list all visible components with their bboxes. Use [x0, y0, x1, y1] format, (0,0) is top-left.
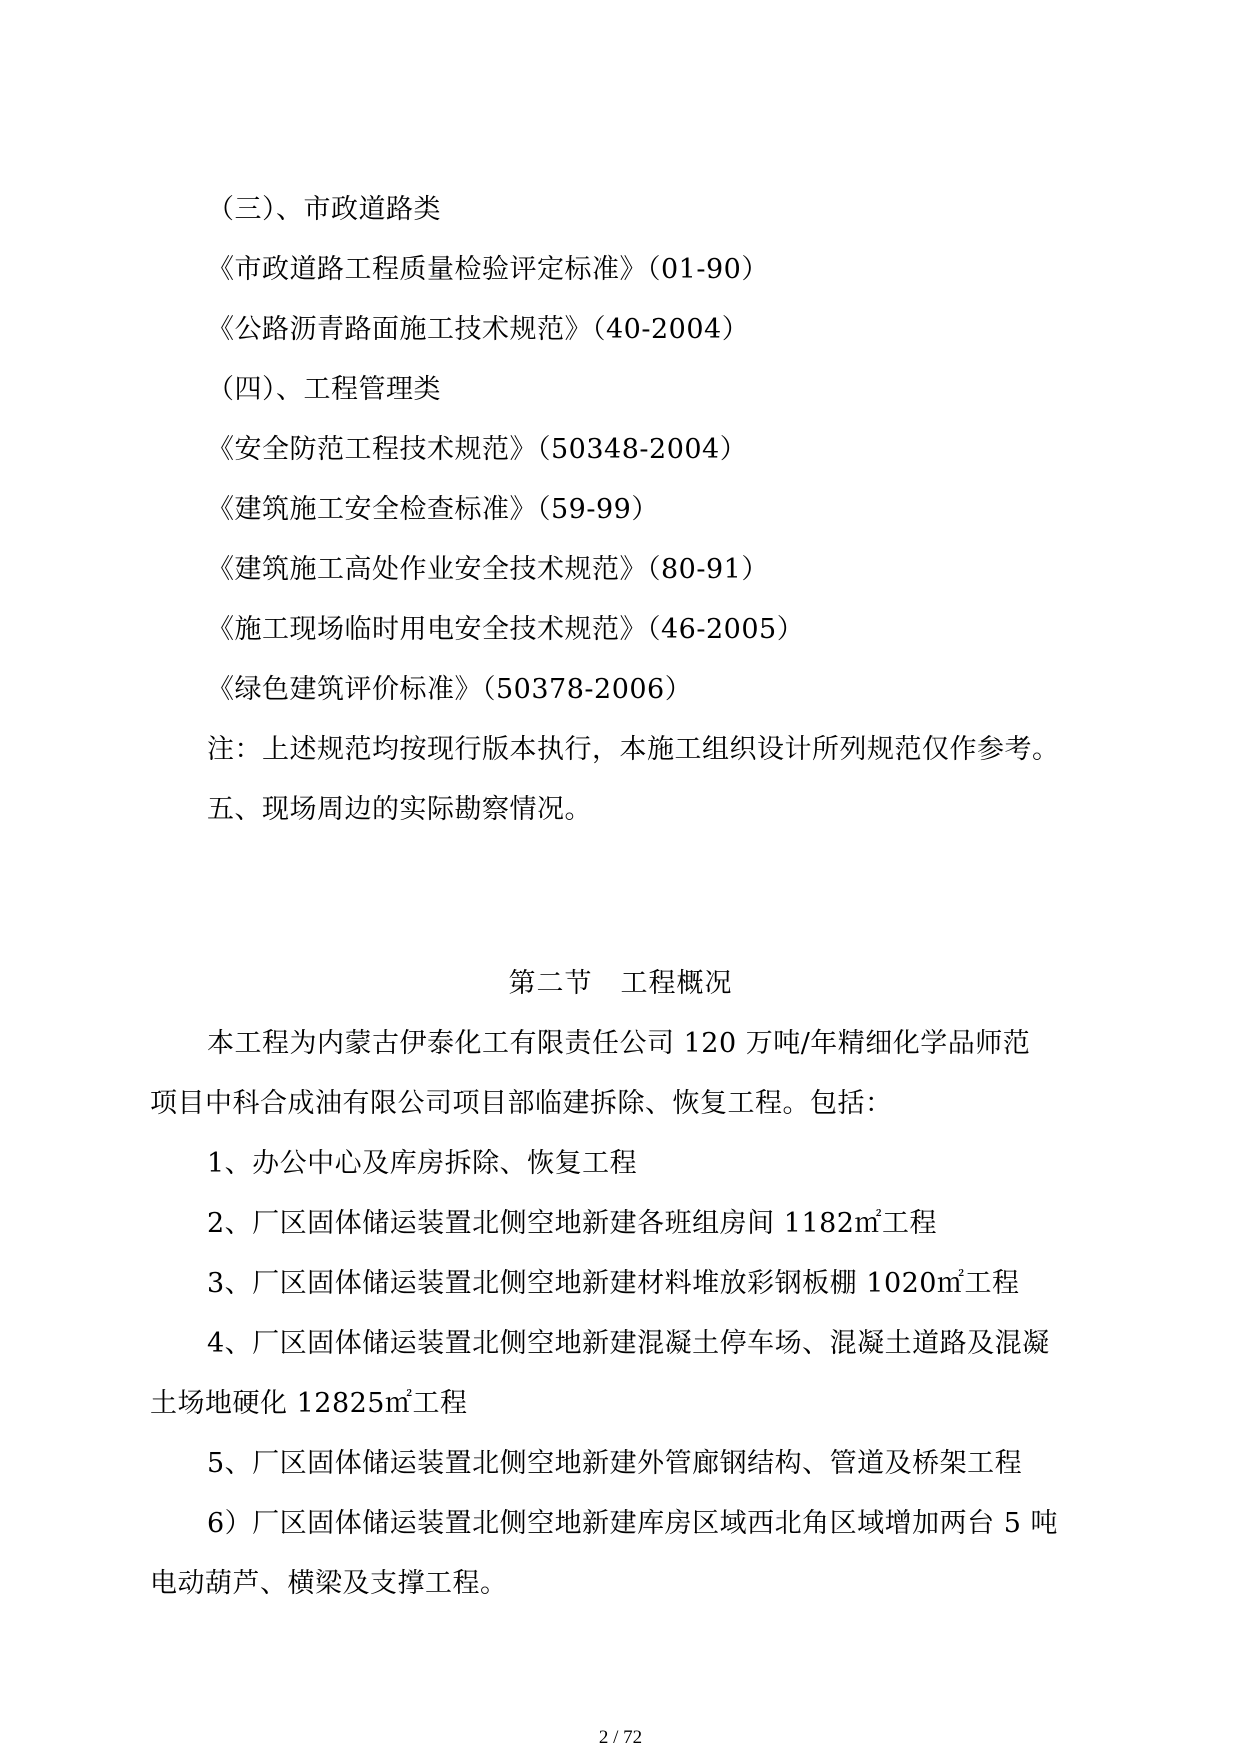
page-number: 2 / 72	[598, 1727, 643, 1748]
scope-item: 3、厂区固体储运装置北侧空地新建材料堆放彩钢板棚 1020㎡工程	[207, 1268, 1020, 1299]
body-paragraph: 本工程为内蒙古伊泰化工有限责任公司 120 万吨/年精细化学品师范	[207, 1028, 1031, 1059]
heading-site-survey: 五、现场周边的实际勘察情况。	[207, 794, 592, 825]
body-paragraph: 项目中科合成油有限公司项目部临建拆除、恢复工程。包括：	[150, 1088, 893, 1119]
note-paragraph: 注：上述规范均按现行版本执行，本施工组织设计所列规范仅作参考。	[207, 734, 1060, 765]
heading-engineering-management: （四）、工程管理类	[207, 374, 441, 405]
scope-item-continued: 电动葫芦、横梁及支撑工程。	[150, 1568, 508, 1599]
scope-item: 1、办公中心及库房拆除、恢复工程	[207, 1148, 638, 1179]
standard-item: 《市政道路工程质量检验评定标准》（01-90）	[207, 254, 769, 285]
scope-item: 2、厂区固体储运装置北侧空地新建各班组房间 1182㎡工程	[207, 1208, 937, 1239]
heading-municipal-roads: （三）、市政道路类	[207, 194, 441, 225]
standard-item: 《绿色建筑评价标准》（50378-2006）	[207, 674, 693, 705]
scope-item-continued: 土场地硬化 12825㎡工程	[150, 1388, 468, 1419]
standard-item: 《施工现场临时用电安全技术规范》（46-2005）	[207, 614, 805, 645]
section-title: 第二节 工程概况	[508, 968, 733, 999]
standard-item: 《公路沥青路面施工技术规范》（40-2004）	[207, 314, 750, 345]
scope-item: 6）厂区固体储运装置北侧空地新建库房区域西北角区域增加两台 5 吨	[207, 1508, 1059, 1539]
standard-item: 《安全防范工程技术规范》（50348-2004）	[207, 434, 748, 465]
scope-item: 4、厂区固体储运装置北侧空地新建混凝土停车场、混凝土道路及混凝	[207, 1328, 1050, 1359]
standard-item: 《建筑施工安全检查标准》（59-99）	[207, 494, 659, 525]
standard-item: 《建筑施工高处作业安全技术规范》（80-91）	[207, 554, 769, 585]
scope-item: 5、厂区固体储运装置北侧空地新建外管廊钢结构、管道及桥架工程	[207, 1448, 1023, 1479]
